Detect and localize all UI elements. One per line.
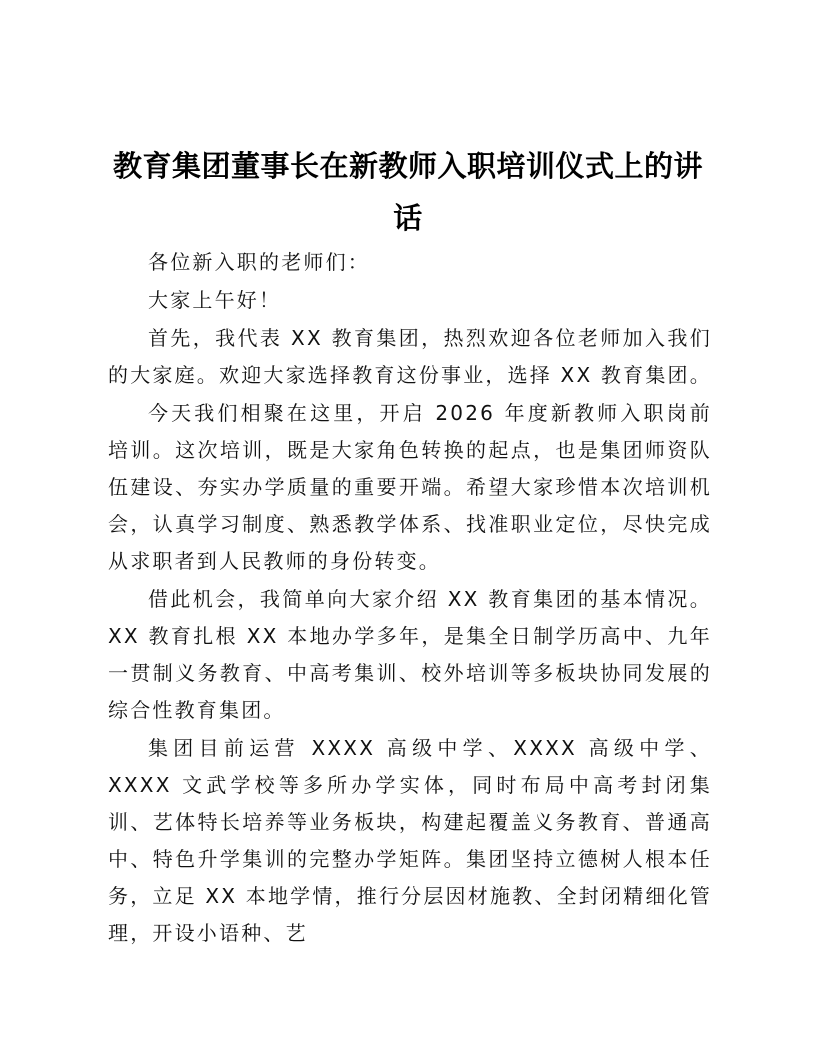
body-paragraph: 今天我们相聚在这里，开启 2026 年度新教师入职岗前培训。这次培训，既是大家角色转换的起点，也是集团师资队伍建设、夯实办学质量的重要开端。希望大家珍惜本次培训机会，认真学习制度、熟悉教学体系、找准职业定位，尽快完成从求职者到人民教师的身份转变。 [108,401,712,573]
document-title: 教育集团董事长在新教师入职培训仪式上的讲话 [112,149,703,235]
body-paragraph: 首先，我代表 XX 教育集团，热烈欢迎各位老师加入我们的大家庭。欢迎大家选择教育这份事业，选择 XX 教育集团。 [108,326,712,387]
body-paragraph: 集团目前运营 XXXX 高级中学、XXXX 高级中学、XXXX 文武学校等多所办学实体，同时布局中高考封闭集训、艺体特长培养等业务板块，构建起覆盖义务教育、普通高中、特色升学集训的完整办学矩阵。集团坚持立德树人根本任务，立足 XX 本地学情，推行分层因材施教、全封闭精细化管理，开设小语种、艺 [108,736,712,945]
body-paragraph: 借此机会，我简单向大家介绍 XX 教育集团的基本情况。XX 教育扎根 XX 本地办学多年，是集全日制学历高中、九年一贯制义务教育、中高考集训、校外培训等多板块协同发展的综合性教育集团。 [108,587,712,722]
greeting: 大家上午好！ [148,288,282,312]
document-body [108,244,712,953]
salutation: 各位新入职的老师们： [148,250,370,274]
